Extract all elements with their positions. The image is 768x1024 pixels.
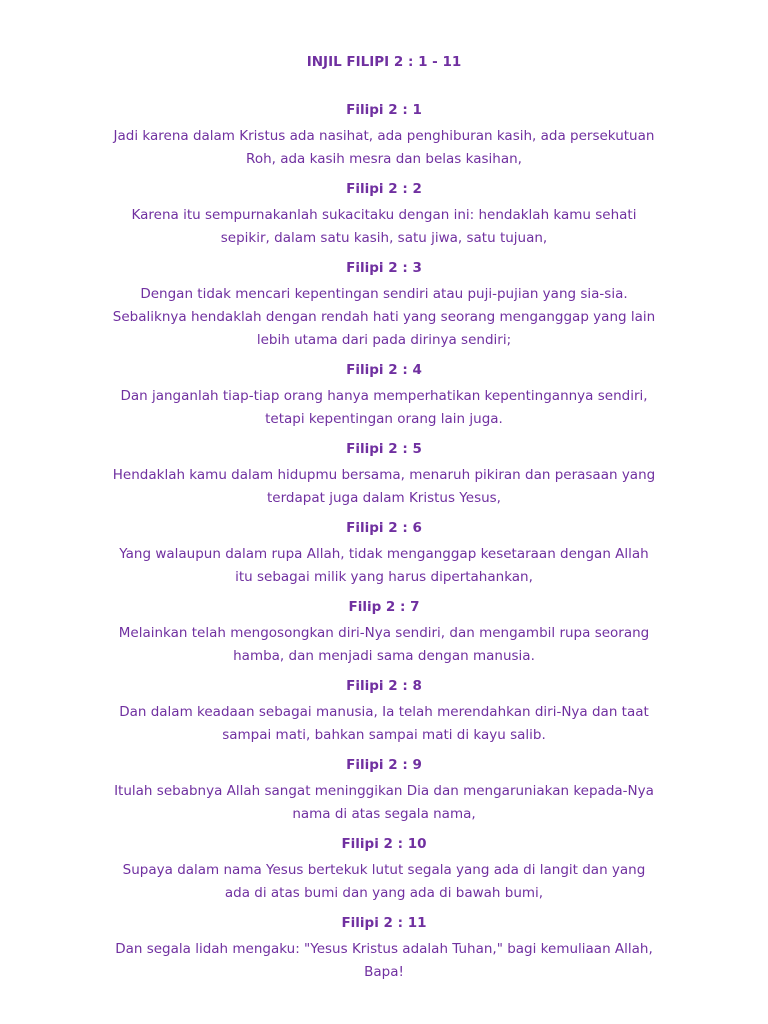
verse-line: terdapat juga dalam Kristus Yesus, xyxy=(267,490,501,506)
verse-text xyxy=(84,938,684,984)
verse-text xyxy=(84,385,684,431)
verse-line: tetapi kepentingan orang lain juga. xyxy=(265,411,503,427)
verse-ref: Filipi 2 : 9 xyxy=(346,757,422,773)
verse-text xyxy=(84,464,684,510)
verse-ref: Filipi 2 : 5 xyxy=(346,441,422,457)
verse-ref: Filipi 2 : 3 xyxy=(346,260,422,276)
verse-text xyxy=(84,283,684,352)
verse-9 xyxy=(84,757,684,826)
verse-line: Supaya dalam nama Yesus bertekuk lutut segala yang ada di langit dan yang xyxy=(122,862,646,878)
verse-5 xyxy=(84,441,684,510)
verse-ref: Filipi 2 : 8 xyxy=(346,678,422,694)
verse-text xyxy=(84,701,684,747)
verse-line: sampai mati, bahkan sampai mati di kayu salib. xyxy=(222,727,546,743)
verse-line: Hendaklah kamu dalam hidupmu bersama, menaruh pikiran dan perasaan yang xyxy=(112,467,656,483)
verse-line: Yang walaupun dalam rupa Allah, tidak menganggap kesetaraan dengan Allah xyxy=(119,546,649,562)
verse-ref: Filipi 2 : 10 xyxy=(341,836,427,852)
verse-line: ada di atas bumi dan yang ada di bawah bumi, xyxy=(224,885,544,901)
verse-text xyxy=(84,204,684,250)
verse-line: Roh, ada kasih mesra dan belas kasihan, xyxy=(246,151,522,167)
verse-1 xyxy=(84,102,684,171)
verse-text xyxy=(84,859,684,905)
verse-line: Sebaliknya hendaklah dengan rendah hati yang seorang menganggap yang lain xyxy=(112,309,656,325)
verse-line: Dan dalam keadaan sebagai manusia, Ia telah merendahkan diri-Nya dan taat xyxy=(119,704,649,720)
verse-ref: Filipi 2 : 1 xyxy=(346,102,422,118)
verse-line: sepikir, dalam satu kasih, satu jiwa, satu tujuan, xyxy=(220,230,548,246)
verse-3 xyxy=(84,260,684,352)
verse-text xyxy=(84,622,684,668)
verse-line: Karena itu sempurnakanlah sukacitaku dengan ini: hendaklah kamu sehati xyxy=(131,207,637,223)
verse-text xyxy=(84,543,684,589)
document-title: INJIL FILIPI 2 : 1 - 11 xyxy=(306,54,462,70)
verse-ref: Filipi 2 : 4 xyxy=(346,362,422,378)
verse-10 xyxy=(84,836,684,905)
verse-line: Melainkan telah mengosongkan diri-Nya sendiri, dan mengambil rupa seorang xyxy=(118,625,650,641)
verse-ref: Filipi 2 : 6 xyxy=(346,520,422,536)
verse-11 xyxy=(84,915,684,984)
verse-line: Dengan tidak mencari kepentingan sendiri atau puji-pujian yang sia-sia. xyxy=(140,286,628,302)
verse-line: itu sebagai milik yang harus dipertahankan, xyxy=(235,569,533,585)
verse-2 xyxy=(84,181,684,250)
verse-line: Itulah sebabnya Allah sangat meninggikan Dia dan mengaruniakan kepada-Nya xyxy=(114,783,654,799)
verse-8 xyxy=(84,678,684,747)
verse-list xyxy=(84,102,684,994)
verse-7 xyxy=(84,599,684,668)
verse-6 xyxy=(84,520,684,589)
verse-text xyxy=(84,125,684,171)
verse-line: lebih utama dari pada dirinya sendiri; xyxy=(256,332,512,348)
verse-line: hamba, dan menjadi sama dengan manusia. xyxy=(233,648,535,664)
verse-4 xyxy=(84,362,684,431)
verse-line: Bapa! xyxy=(364,964,404,980)
verse-line: Jadi karena dalam Kristus ada nasihat, ada penghiburan kasih, ada persekutuan xyxy=(113,128,655,144)
verse-line: nama di atas segala nama, xyxy=(292,806,476,822)
verse-line: Dan janganlah tiap-tiap orang hanya memperhatikan kepentingannya sendiri, xyxy=(120,388,648,404)
verse-ref: Filip 2 : 7 xyxy=(348,599,420,615)
verse-ref: Filipi 2 : 11 xyxy=(341,915,427,931)
verse-ref: Filipi 2 : 2 xyxy=(346,181,422,197)
verse-text xyxy=(84,780,684,826)
verse-line: Dan segala lidah mengaku: "Yesus Kristus adalah Tuhan," bagi kemuliaan Allah, xyxy=(115,941,653,957)
